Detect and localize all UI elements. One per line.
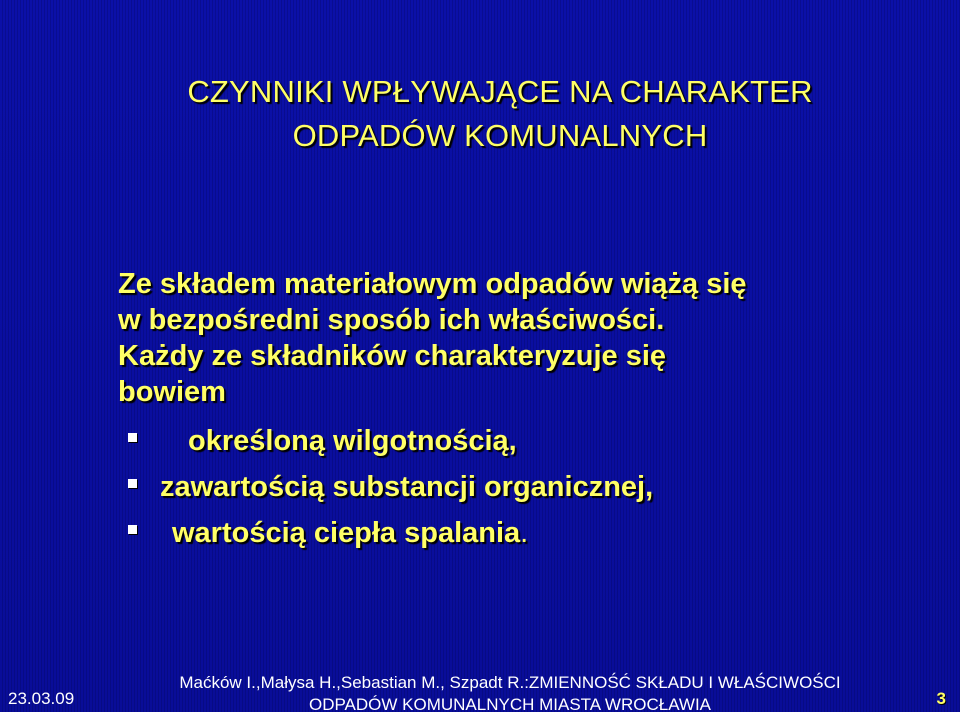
- list-item: [128, 418, 948, 464]
- bullet-text: określoną wilgotnością,: [188, 425, 517, 457]
- slide-body-paragraph: [118, 266, 938, 410]
- list-item: [128, 510, 948, 556]
- body-line-2: w bezpośredni sposób ich właściwości.: [118, 304, 665, 336]
- bullet-text-wrapper: [172, 510, 528, 556]
- body-line-1: Ze składem materiałowym odpadów wiążą się: [118, 268, 747, 300]
- square-bullet-icon: [128, 525, 137, 534]
- slide-title: [60, 70, 940, 158]
- page-number: 3: [936, 689, 946, 708]
- square-bullet-icon: [128, 433, 137, 442]
- list-item: [128, 464, 948, 510]
- title-line-1: CZYNNIKI WPŁYWAJĄCE NA CHARAKTER: [187, 74, 813, 109]
- final-period: .: [520, 517, 529, 549]
- footer-source-line-1: Maćków I.,Małysa H.,Sebastian M., Szpadt R.:ZMIENNOŚĆ SKŁADU I WŁAŚCIWOŚCI: [179, 673, 841, 692]
- body-line-3: Każdy ze składników charakteryzuje się: [118, 340, 667, 372]
- title-line-2: ODPADÓW KOMUNALNYCH: [292, 118, 708, 153]
- footer-source: [130, 672, 890, 712]
- body-line-4: bowiem: [118, 376, 226, 408]
- slide-footer: [0, 668, 960, 712]
- bullet-list: [128, 418, 948, 556]
- footer-date: 23.03.09: [8, 689, 75, 708]
- footer-source-line-2: ODPADÓW KOMUNALNYCH MIASTA WROCŁAWIA: [308, 695, 712, 712]
- bullet-text: zawartością substancji organicznej,: [160, 471, 654, 503]
- bullet-text: wartością ciepła spalania: [172, 517, 521, 549]
- square-bullet-icon: [128, 479, 137, 488]
